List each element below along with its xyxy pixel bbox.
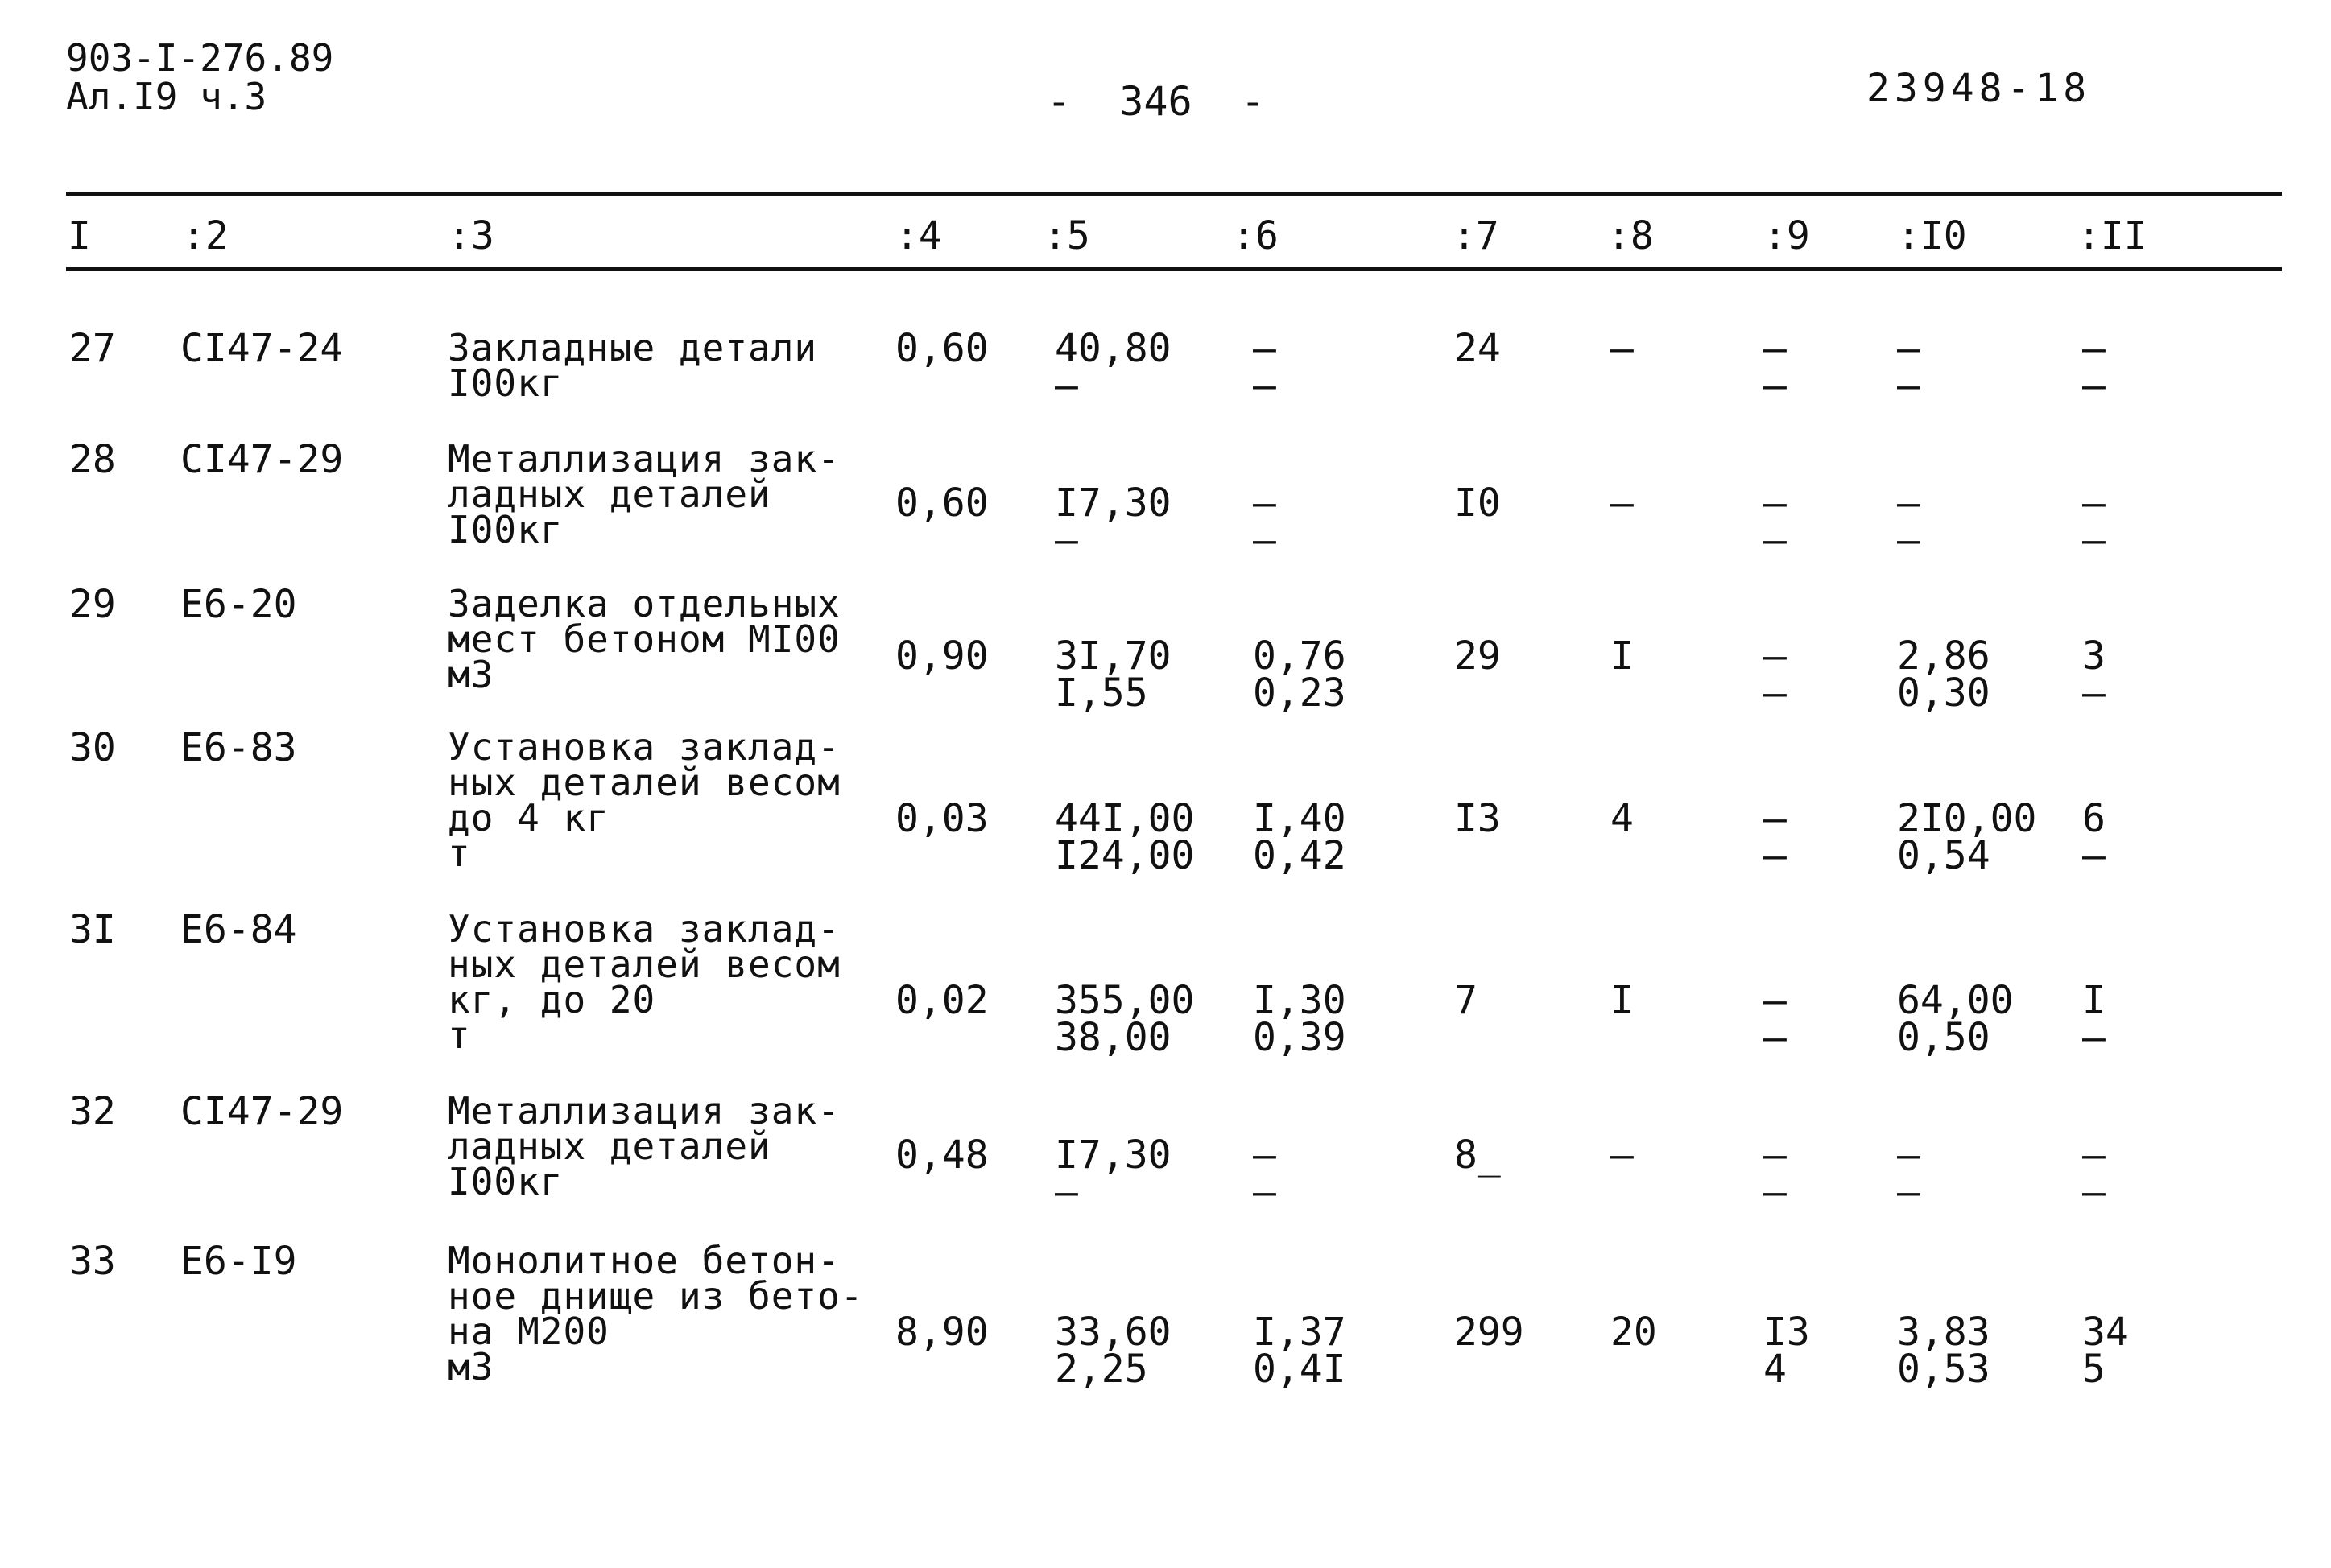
col-10-value: – – — [1897, 326, 1920, 408]
rate-code: E6-84 — [180, 907, 297, 952]
document-code-line-1: 903-I-276.89 — [66, 36, 334, 80]
col-10-value: – – — [1897, 1133, 1920, 1215]
column-header-3: :3 — [448, 213, 494, 258]
col-9-value: – – — [1763, 1133, 1787, 1215]
col-8-value: – — [1610, 481, 1634, 526]
col-10-value: 2,86 0,30 — [1897, 633, 1990, 716]
column-header-8: :8 — [1607, 213, 1654, 258]
row-number: 27 — [69, 326, 116, 371]
col-8-value: 4 — [1610, 796, 1634, 841]
rate-code: E6-20 — [180, 582, 297, 627]
col-7-value: 24 — [1454, 326, 1501, 371]
column-header-2: :2 — [182, 213, 229, 258]
column-header-5: :5 — [1044, 213, 1090, 258]
col-9-value: – – — [1763, 481, 1787, 563]
col-6-value: 0,76 0,23 — [1253, 633, 1346, 716]
rate-code: CI47-24 — [180, 326, 344, 371]
row-number: 32 — [69, 1089, 116, 1134]
work-description: Установка заклад- ных деталей весом до 4 кг т — [448, 725, 841, 875]
col-8-value: – — [1610, 1133, 1634, 1178]
col-11-value: – – — [2082, 481, 2106, 563]
col-9-value: – – — [1763, 326, 1787, 408]
col-5-value: 44I,00 I24,00 — [1055, 796, 1195, 878]
col-6-value: I,40 0,42 — [1253, 796, 1346, 878]
column-header-10: :I0 — [1897, 213, 1967, 258]
work-description: Заделка отдельных мест бетоном MI00 м3 — [448, 582, 841, 696]
col-8-value: I — [1610, 978, 1634, 1023]
col-8-value: I — [1610, 633, 1634, 679]
document-code-line-2: Ал.I9 ч.3 — [66, 75, 267, 118]
col-8-value: – — [1610, 326, 1634, 371]
col-6-value: – – — [1253, 481, 1276, 563]
table-top-rule — [66, 192, 2282, 196]
col-8-value: 20 — [1610, 1310, 1657, 1355]
col-4-value: 0,48 — [895, 1133, 989, 1178]
col-4-value: 0,03 — [895, 796, 989, 841]
col-5-value: 33,60 2,25 — [1055, 1310, 1172, 1392]
col-9-value: – – — [1763, 978, 1787, 1060]
col-6-value: – – — [1253, 326, 1276, 408]
col-6-value: I,30 0,39 — [1253, 978, 1346, 1060]
row-number: 3I — [69, 907, 116, 952]
col-4-value: 8,90 — [895, 1310, 989, 1355]
column-header-11: :II — [2077, 213, 2147, 258]
column-header-1: I — [68, 213, 91, 258]
row-number: 29 — [69, 582, 116, 627]
col-11-value: – – — [2082, 326, 2106, 408]
col-10-value: 64,00 0,50 — [1897, 978, 2014, 1060]
col-9-value: I3 4 — [1763, 1310, 1810, 1392]
col-5-value: I7,30 – — [1055, 481, 1172, 563]
col-11-value: 6 – — [2082, 796, 2106, 878]
col-11-value: I – — [2082, 978, 2106, 1060]
col-4-value: 0,60 — [895, 481, 989, 526]
work-description: Металлизация зак- ладных деталей I00кг — [448, 437, 841, 551]
row-number: 30 — [69, 725, 116, 770]
page-number: - 346 - — [1047, 78, 1265, 125]
col-5-value: 355,00 38,00 — [1055, 978, 1195, 1060]
col-6-value: – – — [1253, 1133, 1276, 1215]
rate-code: E6-I9 — [180, 1239, 297, 1284]
col-4-value: 0,60 — [895, 326, 989, 371]
col-11-value: 34 5 — [2082, 1310, 2129, 1392]
col-11-value: – – — [2082, 1133, 2106, 1215]
col-5-value: 3I,70 I,55 — [1055, 633, 1172, 716]
col-9-value: – – — [1763, 633, 1787, 716]
col-10-value: 3,83 0,53 — [1897, 1310, 1990, 1392]
col-10-value: – – — [1897, 481, 1920, 563]
col-11-value: 3 – — [2082, 633, 2106, 716]
col-7-value: 8_ — [1454, 1133, 1501, 1178]
row-number: 33 — [69, 1239, 116, 1284]
col-5-value: 40,80 – — [1055, 326, 1172, 408]
rate-code: CI47-29 — [180, 1089, 344, 1134]
col-7-value: I3 — [1454, 796, 1501, 841]
document-code — [66, 36, 334, 118]
work-description: Закладные детали I00кг — [448, 326, 818, 405]
column-header-9: :9 — [1763, 213, 1810, 258]
column-header-4: :4 — [895, 213, 942, 258]
col-7-value: 7 — [1454, 978, 1478, 1023]
col-9-value: – – — [1763, 796, 1787, 878]
work-description: Установка заклад- ных деталей весом кг, до 20 т — [448, 907, 841, 1057]
rate-code: CI47-29 — [180, 437, 344, 482]
row-number: 28 — [69, 437, 116, 482]
col-7-value: 29 — [1454, 633, 1501, 679]
col-6-value: I,37 0,4I — [1253, 1310, 1346, 1392]
col-4-value: 0,90 — [895, 633, 989, 679]
col-7-value: 299 — [1454, 1310, 1524, 1355]
stamp-number: 23948-18 — [1866, 66, 2092, 111]
table-header-rule — [66, 267, 2282, 271]
work-description: Металлизация зак- ладных деталей I00кг — [448, 1089, 841, 1203]
column-header-6: :6 — [1232, 213, 1279, 258]
col-7-value: I0 — [1454, 481, 1501, 526]
col-5-value: I7,30 – — [1055, 1133, 1172, 1215]
col-4-value: 0,02 — [895, 978, 989, 1023]
column-header-7: :7 — [1453, 213, 1499, 258]
work-description: Монолитное бетон- ное днище из бето- на M200 м3 — [448, 1239, 864, 1389]
col-10-value: 2I0,00 0,54 — [1897, 796, 2037, 878]
rate-code: E6-83 — [180, 725, 297, 770]
